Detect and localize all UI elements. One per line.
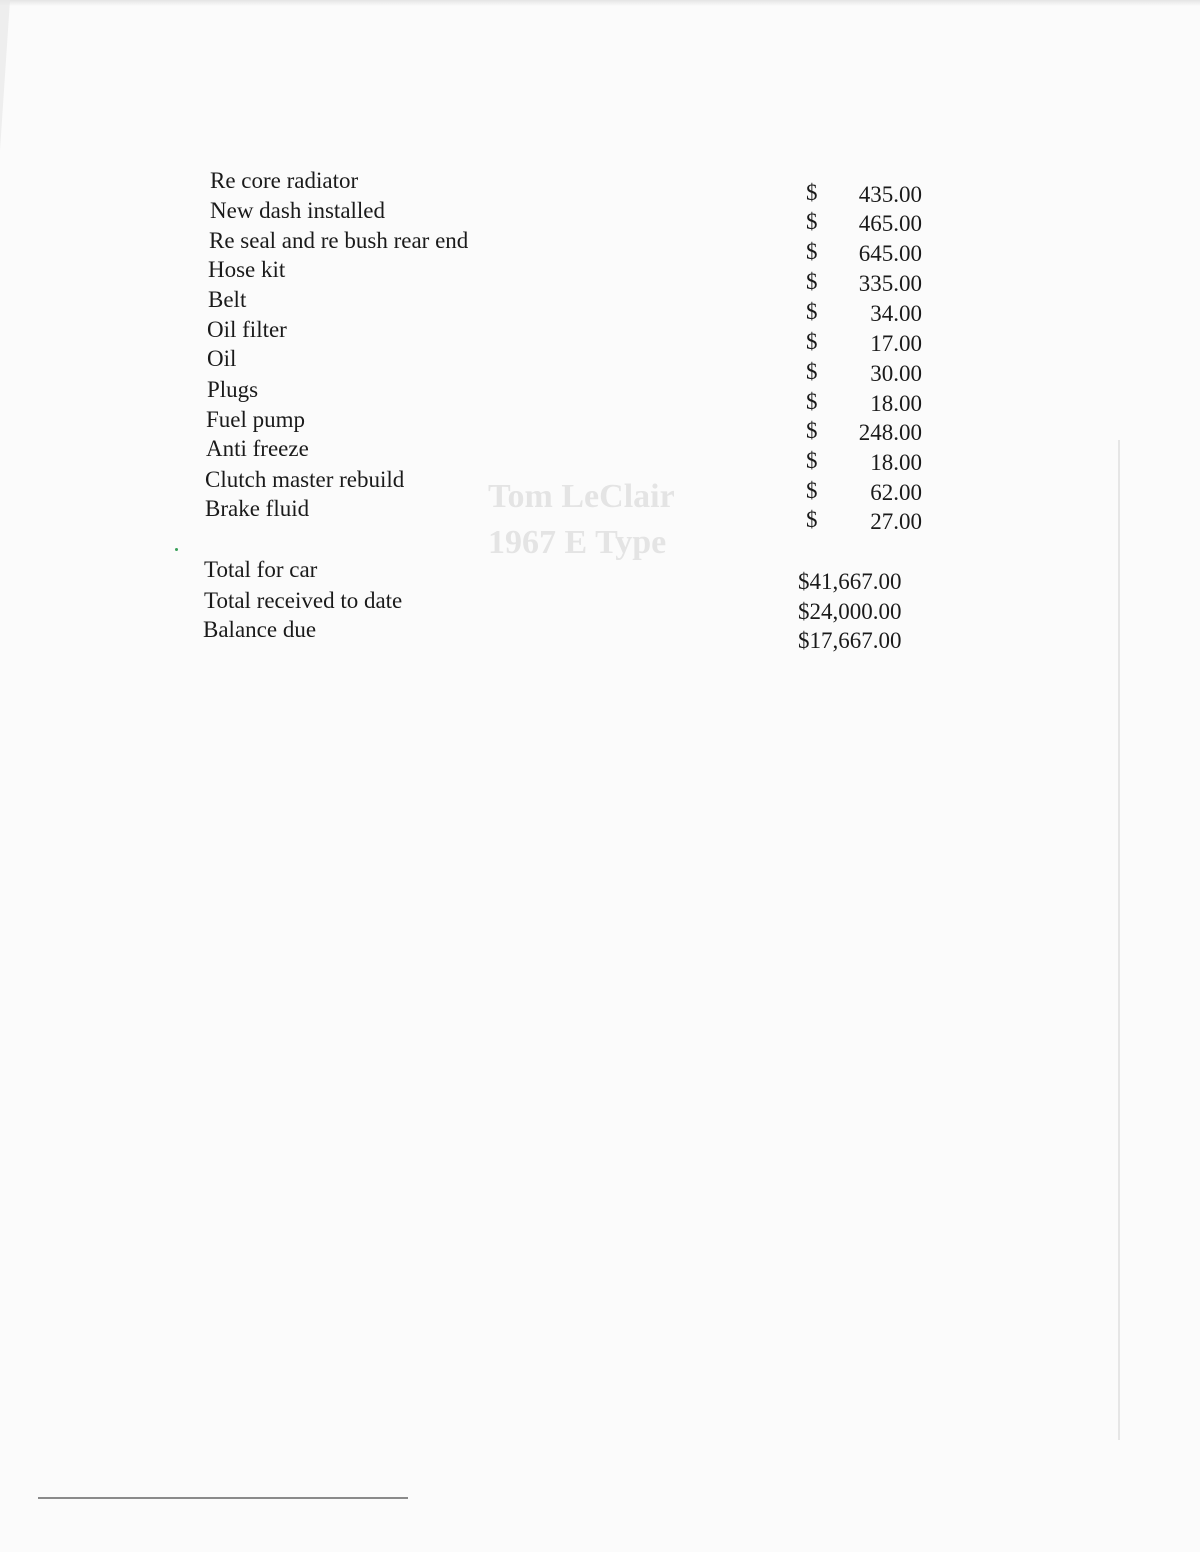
item-label: Re seal and re bush rear end [209,228,469,253]
total-amount: $41,667.00 [798,569,902,594]
item-currency: $ [806,269,818,294]
item-amount: 465.00 [858,211,922,236]
item-currency: $ [806,418,818,443]
item-label: Oil filter [207,317,287,342]
item-label: Clutch master rebuild [205,467,405,492]
item-amount: 18.00 [870,450,922,475]
item-amount: 17.00 [870,331,922,356]
total-amount: $24,000.00 [798,599,902,624]
item-currency: $ [806,180,818,205]
item-amount: 62.00 [870,480,922,505]
item-amount: 27.00 [870,509,922,534]
bleed-through-car: 1967 E Type [488,524,667,561]
item-amount: 34.00 [870,301,922,326]
total-label: Total received to date [204,588,403,613]
item-label: Belt [208,287,247,312]
item-amount: 30.00 [870,361,922,386]
item-label: Re core radiator [210,168,359,193]
item-currency: $ [806,329,818,354]
item-currency: $ [806,299,818,324]
item-currency: $ [806,389,818,414]
total-amount: $17,667.00 [798,628,902,653]
bleed-through-rule [1118,440,1120,1440]
item-amount: 248.00 [858,420,922,445]
bleed-through-name: Tom LeClair [488,478,675,515]
item-amount: 18.00 [870,391,922,416]
item-label: New dash installed [210,198,386,223]
item-amount: 435.00 [858,182,922,207]
item-label: Hose kit [208,257,286,282]
bottom-rule [38,1497,408,1499]
item-currency: $ [806,239,818,264]
total-label: Total for car [204,557,318,582]
item-amount: 645.00 [858,241,922,266]
bleed-through-header [488,474,675,566]
item-currency: $ [806,359,818,384]
item-currency: $ [806,209,818,234]
item-label: Brake fluid [205,496,310,521]
stray-mark [175,548,178,551]
item-currency: $ [806,448,818,473]
total-label: Balance due [203,617,317,642]
item-amount: 335.00 [858,271,922,296]
item-label: Oil [207,346,237,371]
folded-corner [0,0,10,150]
item-currency: $ [806,507,818,532]
item-label: Fuel pump [206,407,306,432]
item-label: Anti freeze [206,436,309,461]
item-label: Plugs [207,377,259,402]
item-currency: $ [806,478,818,503]
page-top-edge [0,0,1200,6]
